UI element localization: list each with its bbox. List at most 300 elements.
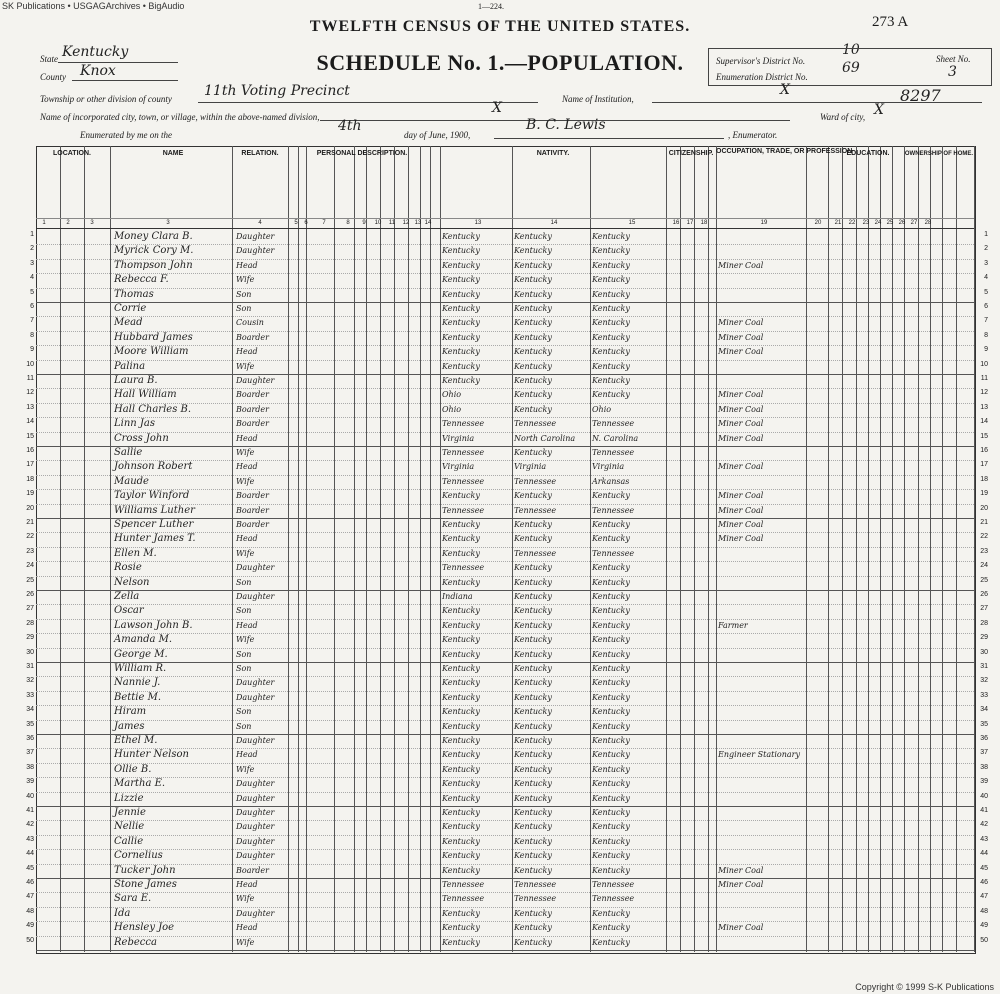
grid-vline [828,146,829,952]
institution-value: X [780,82,790,98]
row-number: 20 [26,504,34,512]
birthplace-father: Kentucky [514,692,552,702]
grid-vline [918,146,919,952]
birthplace-father: Kentucky [514,260,552,270]
relation: Boarder [236,491,269,501]
birthplace-father: Kentucky [514,534,552,544]
birthplace-person: Kentucky [442,808,480,817]
birthplace-person: Kentucky [442,635,480,645]
row-number: 42 [26,821,34,829]
row-number-right: 25 [980,576,988,584]
birthplace-mother: Kentucky [592,563,630,573]
row-number-right: 28 [980,619,988,627]
row-divider [36,835,974,836]
birthplace-mother: Kentucky [592,260,630,270]
relation: Daughter [236,836,275,846]
birthplace-mother: Kentucky [592,736,630,745]
person-name: Williams Luther [114,504,195,516]
column-number: 20 [814,220,822,226]
row-divider [36,273,974,274]
birthplace-mother: Kentucky [592,764,630,774]
col-nativity: NATIVITY. [536,150,570,157]
row-divider [36,734,974,735]
column-number: 24 [874,220,882,226]
city-value: X [492,100,502,116]
relation: Head [236,347,258,357]
birthplace-person: Kentucky [442,318,480,328]
birthplace-mother: Kentucky [592,750,630,760]
occupation: Miner Coal [718,332,764,342]
col-name: NAME [162,150,184,157]
person-name: Thomas [114,288,154,300]
row-divider [36,864,974,865]
township-value: 11th Voting Precinct [204,83,350,99]
birthplace-mother: Kentucky [592,923,630,933]
birthplace-father: Kentucky [514,620,552,630]
enumerator-label: , Enumerator. [728,130,778,140]
person-name: Hiram [114,706,147,718]
row-number: 40 [26,792,34,800]
person-name: Spencer Luther [114,519,194,530]
birthplace-father: Kentucky [514,908,552,918]
birthplace-person: Kentucky [442,260,480,270]
row-number-right: 49 [980,922,988,930]
row-number: 22 [26,533,34,541]
relation: Wife [236,361,255,371]
person-name: Myrick Cory M. [114,245,194,257]
row-number: 27 [26,605,34,613]
person-name: Martha E. [114,778,166,790]
birthplace-person: Kentucky [442,548,480,558]
birthplace-father: Kentucky [514,678,552,688]
grid-vline [334,146,335,952]
birthplace-mother: Tennessee [592,548,635,558]
row-number-right: 19 [980,490,988,498]
birthplace-mother: Kentucky [592,664,630,673]
birthplace-mother: Tennessee [592,894,635,904]
birthplace-mother: Kentucky [592,649,630,659]
row-divider [36,892,974,893]
row-number-right: 1 [984,231,988,238]
person-name: Rebecca [114,936,157,948]
schedule-title: SCHEDULE No. 1.—POPULATION. [316,50,684,75]
relation: Wife [236,448,255,457]
grid-vline [856,146,857,952]
relation: Head [236,923,258,933]
grid-vline [84,146,85,952]
grid-vline [956,146,957,952]
person-name: Cross John [114,432,169,444]
row-number-right: 43 [980,835,988,843]
relation: Daughter [236,376,275,385]
row-divider [36,446,974,447]
row-number-right: 35 [980,720,988,728]
birthplace-person: Indiana [442,592,473,601]
row-number: 21 [26,519,34,526]
grid-vline [394,146,395,952]
birthplace-person: Kentucky [442,332,480,342]
city-label: Name of incorporated city, town, or village, within the above-named division, [40,112,320,122]
column-number: 17 [686,220,694,226]
row-number-right: 26 [980,591,988,598]
birthplace-person: Kentucky [442,376,480,385]
grid-vline [868,146,869,952]
birthplace-father: Kentucky [514,606,552,616]
person-name: Rebecca F. [114,274,169,286]
row-divider [36,849,974,850]
column-number: 3 [166,220,170,226]
row-number: 46 [26,879,34,886]
person-name: Lawson John B. [114,619,193,631]
ward-label: Ward of city, [820,112,866,122]
relation: Boarder [236,505,269,515]
row-number-right: 29 [980,634,988,642]
birthplace-father: Kentucky [514,275,552,285]
row-number-right: 32 [980,677,988,685]
column-number: 21 [834,220,842,226]
person-name: Callie [114,835,144,847]
birthplace-father: Kentucky [514,764,552,774]
occupation: Engineer Stationary [718,750,800,760]
birthplace-father: Kentucky [514,664,552,673]
birthplace-mother: Kentucky [592,635,630,645]
row-number-right: 23 [980,547,988,555]
supervisor-value: 10 [842,42,860,58]
relation: Son [236,304,252,313]
relation: Son [236,577,252,587]
row-number-right: 37 [980,749,988,757]
column-number: 13 [414,220,422,226]
person-name: Hall Charles B. [114,403,192,415]
row-number: 49 [26,922,34,930]
birthplace-mother: Kentucky [592,275,630,285]
day-of-label: day of June, 1900, [404,130,471,140]
sheet-label: Sheet No. [936,54,971,64]
row-number: 44 [26,850,34,858]
county-underline [72,80,178,81]
occupation: Miner Coal [718,505,764,515]
relation: Head [236,750,258,760]
relation: Head [236,433,258,443]
birthplace-father: Kentucky [514,937,552,947]
grid-vline [880,146,881,952]
col-ownership: OWNERSHIP OF HOME. [904,151,974,157]
relation: Boarder [236,520,269,529]
person-name: Sara E. [114,893,152,905]
birthplace-father: Kentucky [514,865,552,875]
person-name: Taylor Winford [114,490,190,502]
column-number: 8 [346,220,350,226]
column-number: 23 [862,220,870,226]
relation: Wife [236,894,255,904]
person-name: Jennie [114,807,146,818]
person-name: Sallie [114,447,143,458]
row-number: 15 [26,432,34,440]
birthplace-person: Kentucky [442,937,480,947]
occupation: Miner Coal [718,880,764,889]
supervisor-label: Supervisor's District No. [716,56,806,66]
relation: Wife [236,476,255,486]
row-number: 34 [26,706,34,714]
state-underline [58,62,178,63]
grid-vline [60,146,61,952]
row-number: 19 [26,490,34,498]
row-number: 37 [26,749,34,757]
birthplace-mother: Kentucky [592,534,630,544]
birthplace-mother: Kentucky [592,822,630,832]
birthplace-father: Kentucky [514,491,552,501]
birthplace-mother: Kentucky [592,232,630,241]
relation: Head [236,534,258,544]
birthplace-mother: Kentucky [592,347,630,357]
birthplace-person: Kentucky [442,347,480,357]
row-divider [36,590,974,591]
relation: Head [236,462,258,472]
column-number: 19 [760,220,768,226]
column-number: 1 [42,220,46,226]
birthplace-mother: Kentucky [592,937,630,947]
relation: Daughter [236,736,275,745]
row-divider [36,288,974,289]
person-name: Nannie J. [114,677,161,689]
col-occupation: OCCUPATION, TRADE, OR PROFESSION [716,148,853,155]
row-number: 35 [26,720,34,728]
row-divider [36,360,974,361]
row-number-right: 47 [980,893,988,901]
row-divider [36,936,974,937]
birthplace-mother: Kentucky [592,692,630,702]
column-number: 2 [66,220,70,226]
header-divider [36,228,974,229]
birthplace-person: Kentucky [442,750,480,760]
column-number: 9 [362,220,366,226]
relation: Wife [236,635,255,645]
occupation: Miner Coal [718,534,764,544]
relation: Son [236,606,252,616]
column-number: 15 [628,220,636,226]
row-number: 45 [26,864,34,872]
birthplace-father: Tennessee [514,476,557,486]
birthplace-mother: Tennessee [592,880,635,889]
birthplace-mother: Ohio [592,404,612,414]
person-name: Ollie B. [114,763,152,775]
birthplace-father: Tennessee [514,505,557,515]
birthplace-mother: Kentucky [592,390,630,400]
row-number: 41 [26,807,34,814]
colnum-divider [36,218,974,219]
relation: Cousin [236,318,264,328]
person-name: Amanda M. [114,634,173,646]
row-number-right: 4 [984,274,988,282]
birthplace-mother: Kentucky [592,332,630,342]
row-number-right: 41 [980,807,988,814]
column-number: 5 [294,220,298,226]
birthplace-father: Kentucky [514,750,552,760]
row-number-right: 45 [980,864,988,872]
person-name: Ethel M. [114,735,158,746]
birthplace-person: Tennessee [442,419,485,429]
row-divider [36,820,974,821]
grid-vline [806,146,807,952]
occupation: Miner Coal [718,923,764,933]
relation: Daughter [236,563,275,573]
person-name: William R. [114,663,167,674]
relation: Son [236,289,252,299]
birthplace-father: Kentucky [514,779,552,789]
row-divider [36,763,974,764]
row-number: 16 [26,447,34,454]
person-name: Ida [114,907,131,919]
birthplace-mother: Kentucky [592,361,630,371]
row-number: 38 [26,763,34,771]
birthplace-person: Kentucky [442,289,480,299]
sheet-stamp: 273 A [872,14,909,30]
person-name: Hensley Joe [114,922,175,934]
person-name: Nelson [114,576,150,588]
birthplace-father: North Carolina [514,433,576,443]
enumerator-name: B. C. Lewis [526,117,606,133]
column-number: 27 [910,220,918,226]
row-divider [36,417,974,418]
birthplace-mother: Kentucky [592,304,630,313]
birthplace-mother: Tennessee [592,505,635,515]
watermark-bar: SK Publications • USGAGArchives • BigAudio [2,1,185,11]
birthplace-mother: Kentucky [592,289,630,299]
row-divider [36,921,974,922]
birthplace-mother: Kentucky [592,318,630,328]
row-number-right: 36 [980,735,988,742]
relation: Head [236,260,258,270]
row-number: 23 [26,547,34,555]
grid-vline [306,146,307,952]
birthplace-father: Kentucky [514,707,552,717]
col-location: LOCATION. [53,150,91,157]
relation: Son [236,707,252,717]
birthplace-father: Kentucky [514,318,552,328]
birthplace-person: Kentucky [442,606,480,616]
relation: Daughter [236,592,275,601]
row-number: 9 [30,346,34,354]
row-number: 47 [26,893,34,901]
col-citizenship: CITIZENSHIP. [668,150,714,157]
row-number-right: 15 [980,432,988,440]
occupation: Miner Coal [718,390,764,400]
relation: Son [236,649,252,659]
row-divider [36,907,974,908]
person-name: Palina [114,360,146,372]
birthplace-mother: Tennessee [592,448,635,457]
birthplace-person: Kentucky [442,246,480,256]
birthplace-father: Kentucky [514,448,552,457]
row-number: 11 [26,375,34,382]
birthplace-person: Kentucky [442,520,480,529]
column-number: 14 [424,220,432,226]
relation: Wife [236,937,255,947]
relation: Son [236,721,252,731]
relation: Boarder [236,419,269,429]
birthplace-mother: Kentucky [592,865,630,875]
birthplace-person: Kentucky [442,232,480,241]
row-number-right: 30 [980,648,988,656]
relation: Wife [236,275,255,285]
row-number-right: 10 [980,360,988,368]
row-number: 13 [26,403,34,411]
birthplace-person: Kentucky [442,836,480,846]
relation: Daughter [236,908,275,918]
row-number-right: 21 [980,519,988,526]
row-number: 1 [30,231,34,238]
birthplace-father: Kentucky [514,246,552,256]
birthplace-father: Kentucky [514,649,552,659]
row-number-right: 20 [980,504,988,512]
birthplace-father: Kentucky [514,404,552,414]
birthplace-father: Kentucky [514,520,552,529]
birthplace-person: Kentucky [442,779,480,789]
column-number: 16 [672,220,680,226]
birthplace-person: Virginia [442,433,475,443]
birthplace-father: Kentucky [514,923,552,933]
grid-vline [716,146,717,952]
row-number: 2 [30,245,34,253]
row-number-right: 48 [980,907,988,915]
row-divider [36,676,974,677]
person-name: Rosie [114,562,142,574]
institution-label: Name of Institution, [562,94,634,104]
row-divider [36,720,974,721]
person-name: Hunter Nelson [114,749,189,761]
grid-vline [904,146,905,952]
page-marker: 1—224. [478,2,504,11]
birthplace-mother: Kentucky [592,851,630,861]
margin-number: 8297 [900,86,941,105]
relation: Daughter [236,851,275,861]
birthplace-person: Kentucky [442,577,480,587]
row-number: 5 [30,288,34,296]
row-number: 36 [26,735,34,742]
col-relation: RELATION. [241,150,279,157]
grid-vline [430,146,431,952]
birthplace-person: Kentucky [442,361,480,371]
row-number: 17 [26,461,34,469]
row-number-right: 14 [980,418,988,426]
person-name: Hall William [114,389,177,401]
relation: Boarder [236,332,269,342]
column-number: 6 [304,220,308,226]
person-name: Tucker John [114,864,176,876]
grid-vline [354,146,355,952]
occupation: Miner Coal [718,865,764,875]
birthplace-mother: Kentucky [592,793,630,803]
occupation: Miner Coal [718,347,764,357]
birthplace-father: Kentucky [514,390,552,400]
birthplace-father: Kentucky [514,563,552,573]
birthplace-person: Kentucky [442,764,480,774]
occupation: Farmer [718,620,748,630]
row-number-right: 42 [980,821,988,829]
birthplace-person: Kentucky [442,822,480,832]
birthplace-father: Kentucky [514,289,552,299]
sheet-value: 3 [948,64,957,80]
row-number: 4 [30,274,34,282]
state-value: Kentucky [62,44,129,60]
row-number-right: 38 [980,763,988,771]
grid-vline [380,146,381,952]
birthplace-person: Kentucky [442,304,480,313]
grid-vline [298,146,299,952]
birthplace-person: Tennessee [442,563,485,573]
row-number: 7 [30,317,34,325]
grid-vline [708,146,709,952]
